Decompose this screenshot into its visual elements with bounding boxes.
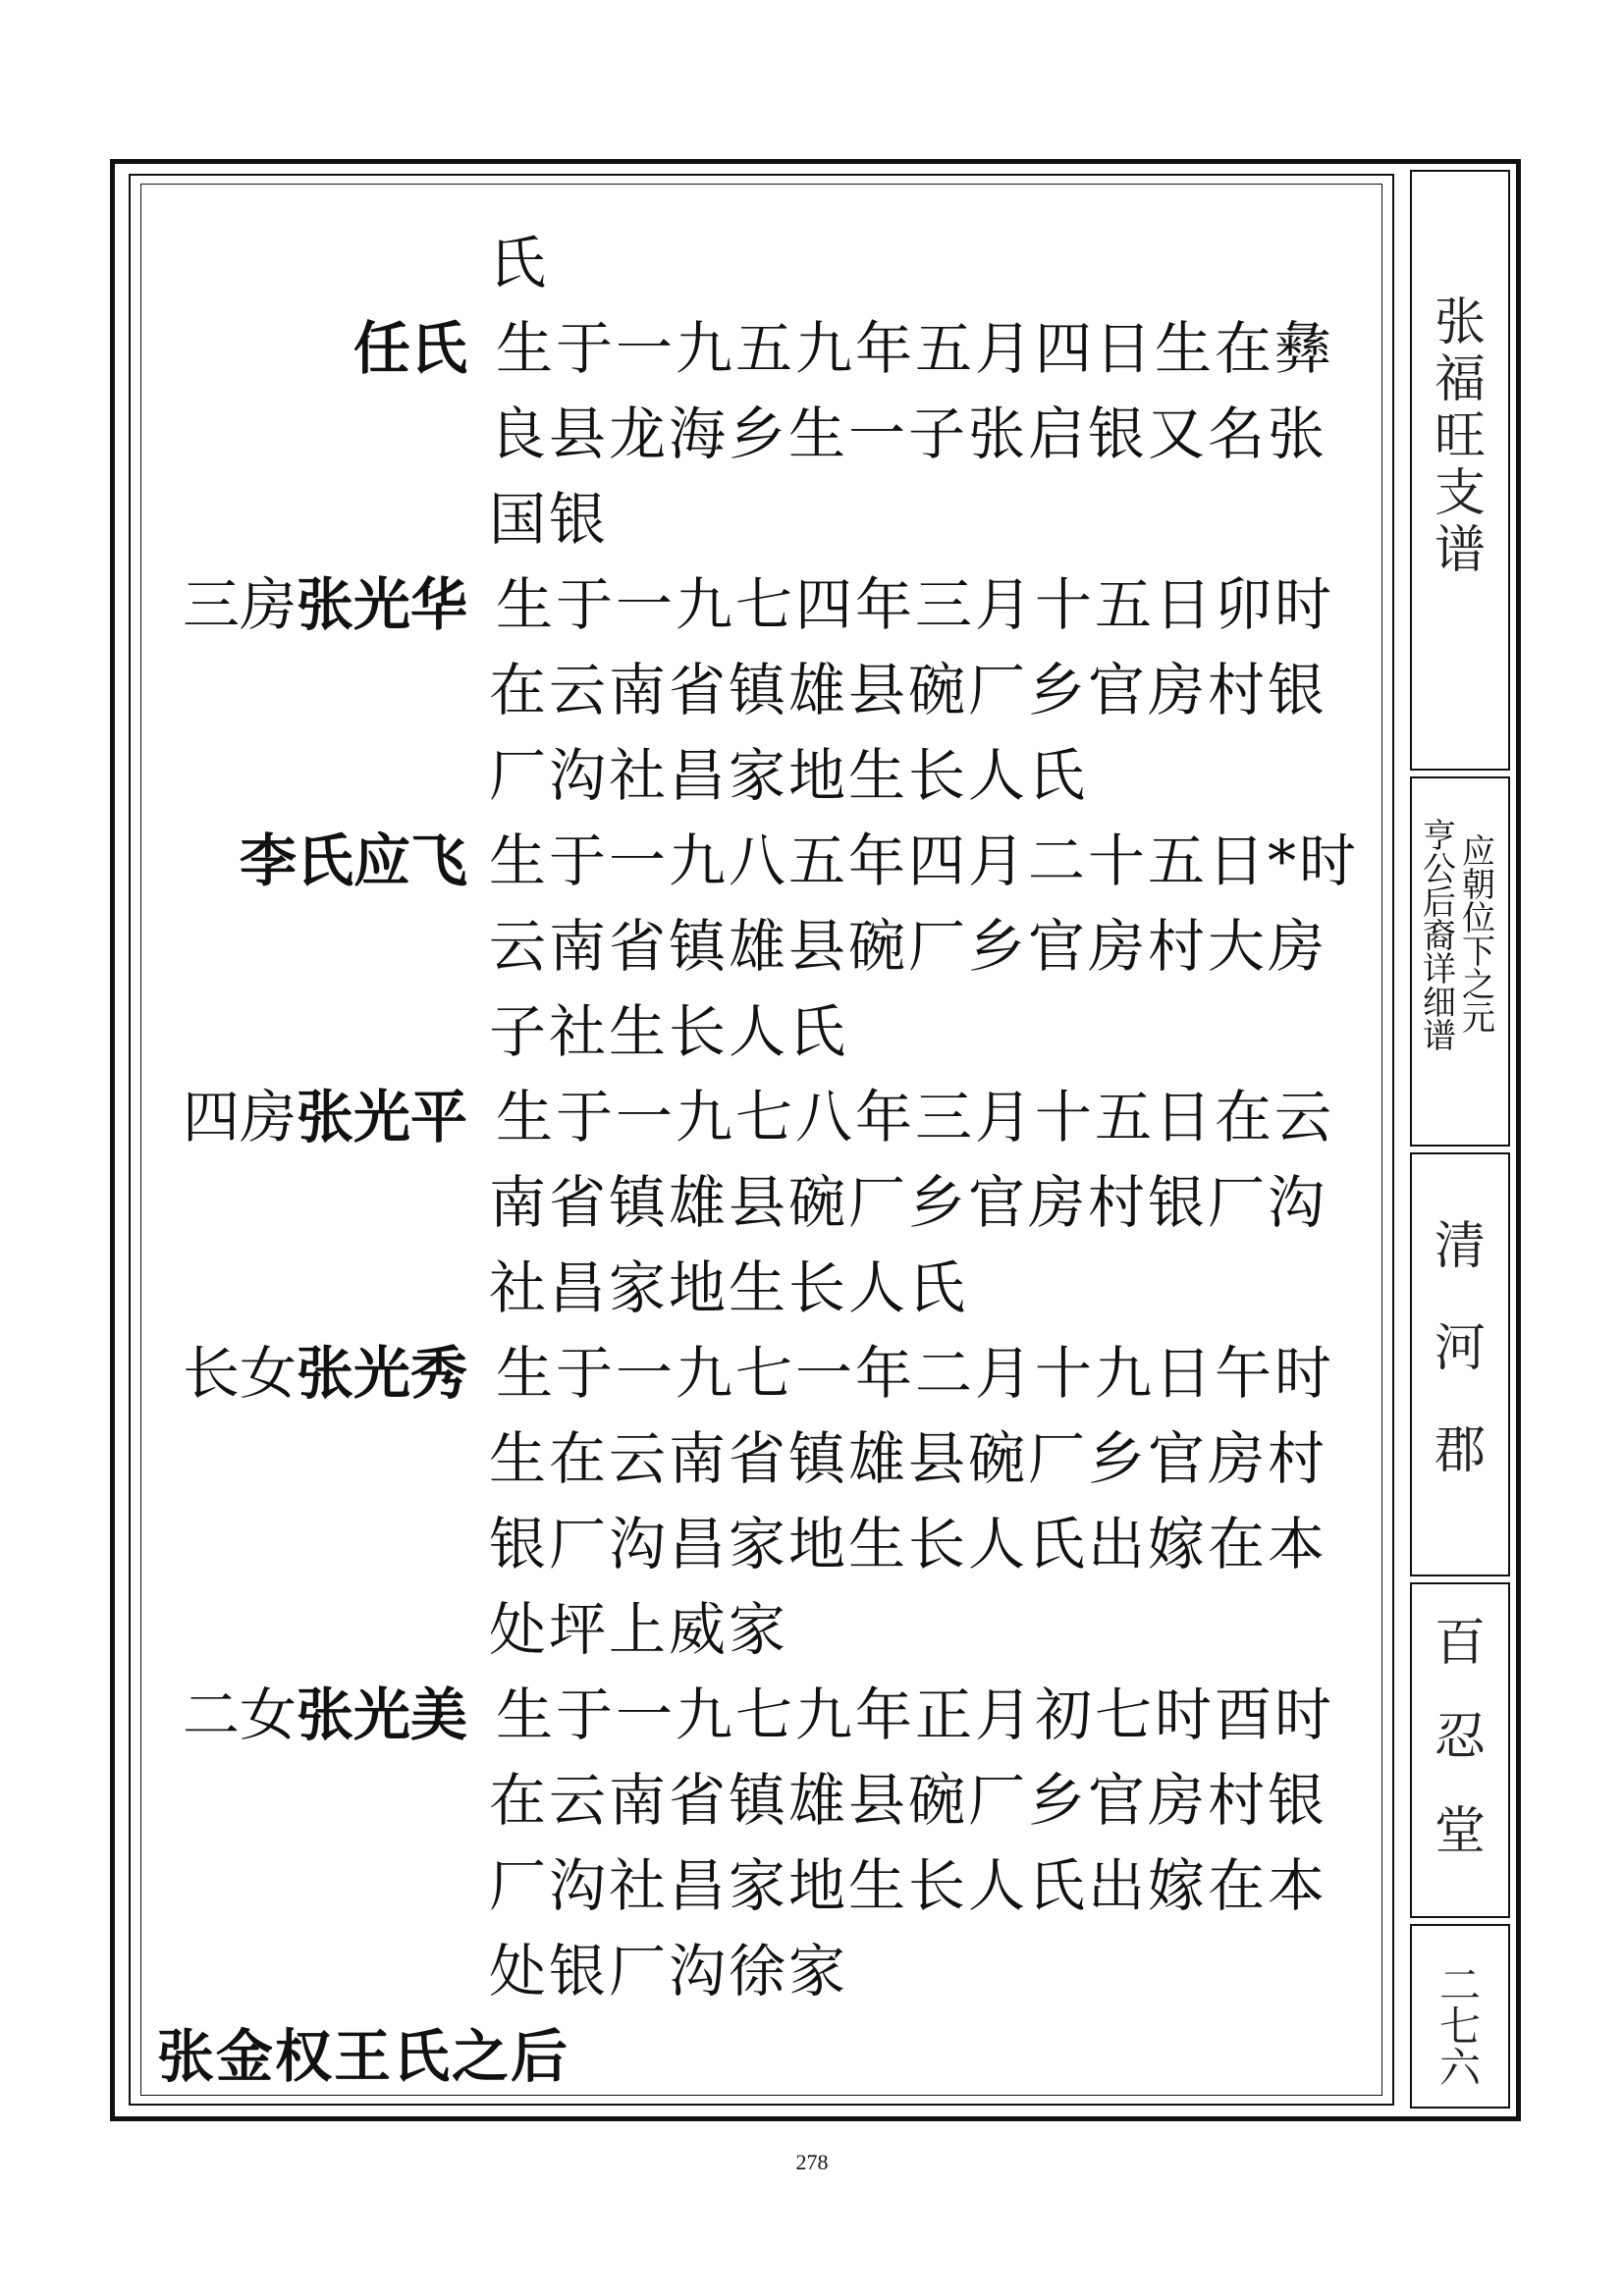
entry-line: 银厂沟昌家地生长人氏出嫁在本 [489,1511,1328,1577]
book-title: 张福旺支谱 [1434,294,1486,580]
genealogy-entry [157,1673,1375,2014]
entry-line: 厂沟社昌家地生长人氏出嫁在本 [489,1852,1328,1919]
kinship-rank: 四房 [182,1084,297,1150]
entry-line: 生于一九七八年三月十五日在云 [496,1084,1335,1150]
chinese-page-number: 二七六 [1438,1961,1481,2092]
entry-line: 社昌家地生长人氏 [489,1255,969,1321]
genealogy-entry [157,221,1375,306]
entry-line: 生于一九七四年三月十五日卯时 [496,571,1335,638]
hall-name: 百忍堂 [1434,1614,1486,1861]
commandery-name: 清河郡 [1434,1217,1486,1480]
entry-line: 处银厂沟徐家 [489,1938,849,2004]
genealogy-entry [157,819,1375,1075]
person-name: 李氏应飞 [239,828,467,894]
person-name: 张光平 [296,1084,467,1150]
kinship-rank: 长女 [182,1340,297,1407]
entry-line: 生于一九七一年二月十九日午时 [496,1340,1335,1407]
entry-line: 在云南省镇雄县碗厂乡官房村银 [489,1767,1328,1834]
entry-line: 南省镇雄县碗厂乡官房村银厂沟 [489,1169,1328,1236]
person-name: 张光美 [296,1682,467,1748]
subtitle-column-left: 亨公后裔详细谱 [1423,817,1456,1056]
entry-line: 生于一九七九年正月初七时酉时 [496,1682,1335,1748]
person-name: 张光华 [296,571,467,638]
subtitle-column-right: 应朝位下之元 [1462,832,1495,1039]
entry-label [157,562,467,648]
entry-line: 生在云南省镇雄县碗厂乡官房村 [489,1425,1328,1492]
entry-line: 处坪上威家 [489,1596,789,1663]
entry-line: 生于一九五九年五月四日生在彝 [496,315,1335,382]
kinship-rank: 二女 [182,1682,297,1748]
entry-label [157,1673,467,1758]
sidebar-hall-box [1410,1582,1510,1918]
person-name: 任氏 [352,315,467,382]
genealogy-body [157,221,1375,2100]
section-heading: 张金权王氏之后 [157,2023,570,2090]
genealogy-entry [157,306,1375,562]
entry-label [157,1075,467,1160]
entry-line: 厂沟社昌家地生长人氏 [489,742,1089,809]
genealogy-entry [157,1075,1375,1331]
entry-label [157,1331,467,1416]
entry-line: 在云南省镇雄县碗厂乡官房村银 [489,657,1328,723]
sidebar-subtitle-box [1410,776,1510,1147]
sidebar-page-number-box [1410,1924,1510,2109]
entry-line: 子社生长人氏 [489,998,849,1065]
sidebar-commandery-box [1410,1152,1510,1576]
entry-label [157,306,467,392]
entry-line: 氏 [489,230,550,296]
page-number: 278 [795,2150,829,2174]
entry-line: 生于一九八五年四月二十五日*时 [489,828,1360,894]
entry-line: 云南省镇雄县碗厂乡官房村大房 [489,913,1328,980]
genealogy-entry [157,562,1375,819]
kinship-rank: 三房 [182,571,297,638]
entry-line: 国银 [489,486,610,553]
entry-line: 良县龙海乡生一子张启银又名张 [489,400,1328,467]
entry-label [157,819,467,904]
sidebar-book-title-box [1410,170,1510,771]
genealogy-entry [157,1331,1375,1673]
person-name: 张光秀 [296,1340,467,1407]
